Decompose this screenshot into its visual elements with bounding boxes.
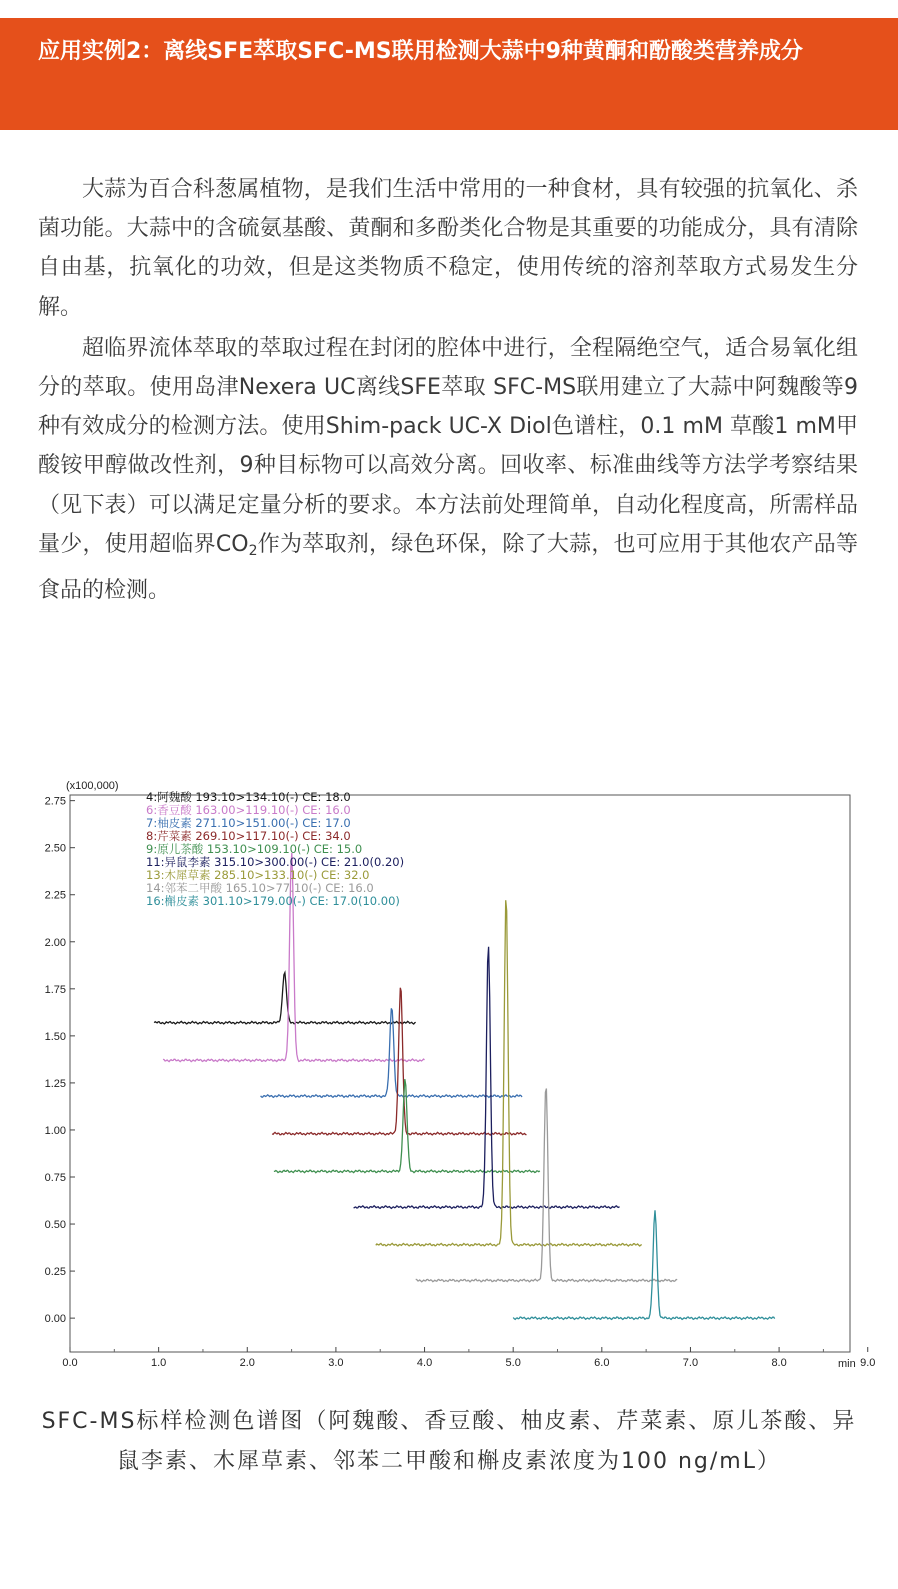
y-tick-label-4: 1.00 xyxy=(44,1124,66,1137)
x-tick-label-2: 2.0 xyxy=(239,1357,255,1369)
x-axis-label: min xyxy=(838,1358,856,1370)
co2-subscript: 2 xyxy=(248,542,258,559)
x-tick-label-6: 6.0 xyxy=(594,1357,610,1369)
page-title: 应用实例2：离线SFE萃取SFC-MS联用检测大蒜中9种黄酮和酚酸类营养成分 xyxy=(38,39,803,64)
y-tick-label-8: 2.00 xyxy=(44,936,66,949)
x-tick-label-5: 5.0 xyxy=(505,1357,521,1369)
paragraph-method-text-end: 作为萃取剂，绿色环保，除了大蒜，也可应用于其他农产品等食品的检测。 xyxy=(38,531,858,604)
legend-entry-7: 7:柚皮素 271.10>151.00(-) CE: 17.0 xyxy=(146,816,351,830)
article-body xyxy=(38,170,858,612)
legend-entry-11: 11:异鼠李素 315.10>300.00(-) CE: 21.0(0.20) xyxy=(146,855,405,869)
y-tick-label-5: 1.25 xyxy=(44,1077,66,1090)
paragraph-method-text: 超临界流体萃取的萃取过程在封闭的腔体中进行，全程隔绝空气，适合易氧化组分的萃取。使用岛津Nexera UC离线SFE萃取 SFC-MS联用建立了大蒜中阿魏酸等9种有效成分的检测方法。使用Shim-pack UC-X Diol色谱柱，0.1 mM 草酸1 mM甲酸铵甲醇做改性剂，9种目标物可以高效分离。回收率、标准曲线等方法学考察结果（见下表）可以满足定量分析的要求。本方法前处理简单，自动化程度高，所需样品量少，使用超临界CO xyxy=(38,335,858,557)
y-tick-label-11: 2.75 xyxy=(44,795,66,808)
legend-entry-9: 9:原儿茶酸 153.10>109.10(-) CE: 15.0 xyxy=(146,842,363,856)
chromatogram-chart xyxy=(30,775,876,1375)
legend-entry-8: 8:芹菜素 269.10>117.10(-) CE: 34.0 xyxy=(146,829,351,843)
x-tick-label-0: 0.0 xyxy=(62,1357,78,1369)
legend-entry-16: 16:槲皮素 301.10>179.00(-) CE: 17.0(10.00) xyxy=(146,894,400,908)
paragraph-intro: 大蒜为百合科葱属植物，是我们生活中常用的一种食材，具有较强的抗氧化、杀菌功能。大蒜中的含硫氨基酸、黄酮和多酚类化合物是其重要的功能成分，具有清除自由基，抗氧化的功效，但是这类物质不稳定，使用传统的溶剂萃取方式易发生分解。 xyxy=(38,177,858,320)
x-tick-label-7: 7.0 xyxy=(682,1357,699,1369)
legend-entry-14: 14:邻苯二甲酸 165.10>77.10(-) CE: 16.0 xyxy=(146,881,374,895)
y-tick-label-9: 2.25 xyxy=(44,889,66,902)
legend-entry-6: 6:香豆酸 163.00>119.10(-) CE: 16.0 xyxy=(146,803,351,817)
paragraph-method xyxy=(38,329,858,610)
figure-caption: SFC-MS标样检测色谱图（阿魏酸、香豆酸、柚皮素、芹菜素、原儿茶酸、异鼠李素、木犀草素、邻苯二甲酸和槲皮素浓度为100 ng/mL） xyxy=(41,1409,857,1474)
y-tick-label-10: 2.50 xyxy=(44,842,66,855)
x-tick-label-9: 9.0 xyxy=(860,1357,876,1369)
x-tick-label-8: 8.0 xyxy=(771,1357,787,1369)
title-banner xyxy=(0,18,898,130)
y-tick-label-0: 0.00 xyxy=(44,1313,66,1326)
x-tick-label-1: 1.0 xyxy=(150,1357,167,1369)
y-tick-label-2: 0.50 xyxy=(44,1219,66,1232)
y-tick-label-6: 1.50 xyxy=(44,1030,66,1043)
x-tick-label-3: 3.0 xyxy=(328,1357,344,1369)
legend-entry-4: 4:阿魏酸 193.10>134.10(-) CE: 18.0 xyxy=(146,790,351,804)
y-multiplier-label: (x100,000) xyxy=(66,780,119,792)
chromatogram-figure xyxy=(30,775,876,1375)
x-tick-label-4: 4.0 xyxy=(416,1357,433,1369)
y-tick-label-7: 1.75 xyxy=(44,983,66,996)
y-tick-label-3: 0.75 xyxy=(44,1171,66,1184)
legend-entry-13: 13:木犀草素 285.10>133.10(-) CE: 32.0 xyxy=(146,868,370,882)
y-tick-label-1: 0.25 xyxy=(44,1266,66,1279)
